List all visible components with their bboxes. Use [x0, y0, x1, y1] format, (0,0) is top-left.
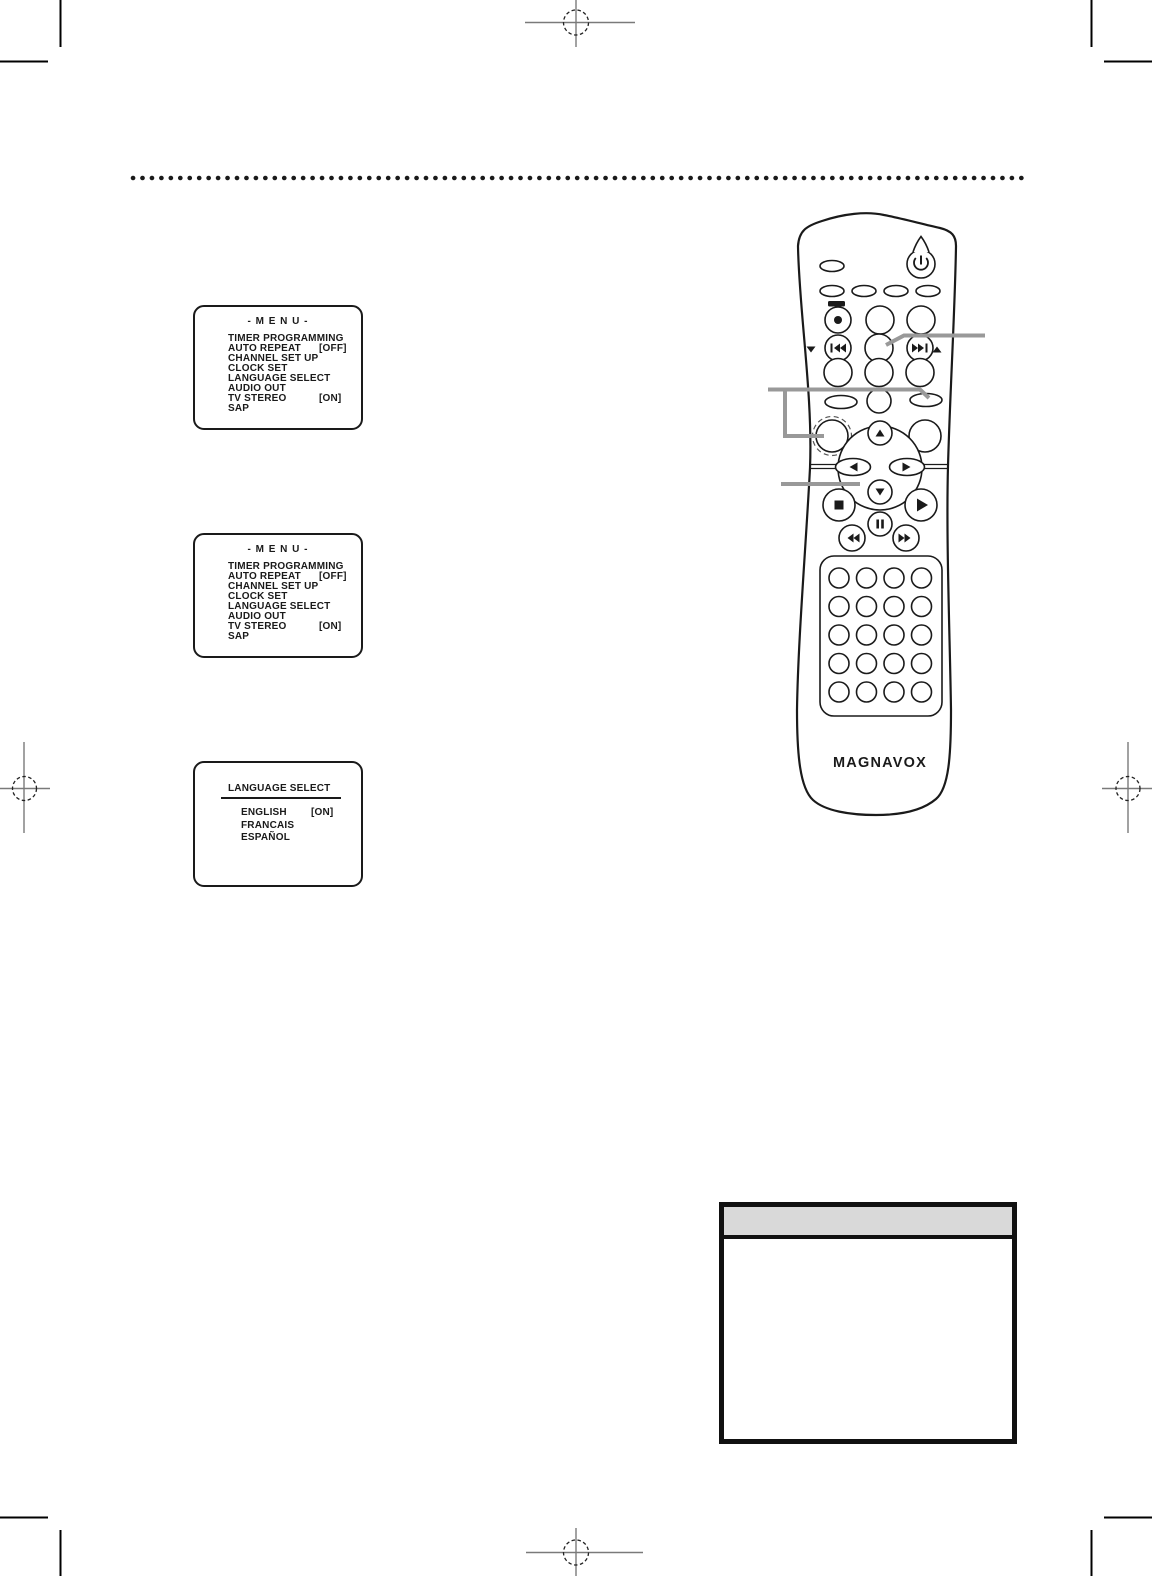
oval-button [825, 396, 857, 409]
title-underline [221, 797, 341, 799]
osd-menu-item: CLOCK SET [228, 363, 288, 374]
stop-button [823, 489, 855, 521]
number-keypad [820, 556, 942, 716]
notes-box-header [724, 1207, 1012, 1239]
right-button [890, 459, 925, 476]
brand-label: MAGNAVOX [833, 755, 927, 771]
osd-menu-item: LANGUAGE SELECT [228, 601, 331, 612]
down-button [868, 480, 892, 504]
osd-menu-item: TV STEREO [ON] [228, 621, 342, 632]
osd-menu-item: CLOCK SET [228, 591, 288, 602]
oval-button-top [820, 261, 844, 272]
language-select-title: LANGUAGE SELECT [228, 783, 331, 794]
osd-menu-item: TIMER PROGRAMMING [228, 333, 344, 344]
fast-forward-button [893, 525, 919, 551]
play-button [905, 489, 937, 521]
osd-menu-item: SAP [228, 403, 250, 414]
left-button [836, 459, 871, 476]
record-icon [834, 316, 842, 324]
round-button [906, 359, 934, 387]
round-button [907, 306, 935, 334]
round-button [824, 359, 852, 387]
up-button [868, 421, 892, 445]
pause-button [868, 512, 892, 536]
notes-box [719, 1202, 1017, 1444]
rewind-button [839, 525, 865, 551]
language-option: FRANCAIS [241, 819, 295, 831]
osd-menu-item: AUDIO OUT [228, 611, 286, 622]
osd-menu-title: - M E N U - [247, 544, 309, 555]
osd-menu-title: - M E N U - [247, 316, 309, 327]
round-button [866, 306, 894, 334]
language-option: ENGLISH [ON] [241, 807, 334, 818]
osd-menu-item: TV STEREO [ON] [228, 393, 342, 404]
osd-screen-language-select [193, 761, 363, 887]
round-button [865, 359, 893, 387]
remote-control-illustration [740, 195, 1000, 835]
skip-back-button [825, 335, 851, 361]
osd-screen-menu-1 [193, 305, 363, 430]
osd-menu-item: AUTO REPEAT [OFF] [228, 343, 347, 354]
osd-menu-item: LANGUAGE SELECT [228, 373, 331, 384]
osd-menu-item: TIMER PROGRAMMING [228, 561, 344, 572]
osd-menu-item: SAP [228, 631, 250, 642]
osd-menu-item: AUDIO OUT [228, 383, 286, 394]
skip-forward-button [907, 335, 933, 361]
stop-icon [835, 501, 844, 510]
record-button [825, 307, 851, 333]
language-option: ESPAÑOL [241, 832, 290, 843]
round-button [867, 389, 891, 413]
osd-menu-item: AUTO REPEAT [OFF] [228, 571, 347, 582]
osd-menu-item: CHANNEL SET UP [228, 353, 319, 364]
osd-screen-menu-2 [193, 533, 363, 658]
osd-menu-item: CHANNEL SET UP [228, 581, 319, 592]
indicator-mark [828, 301, 845, 307]
